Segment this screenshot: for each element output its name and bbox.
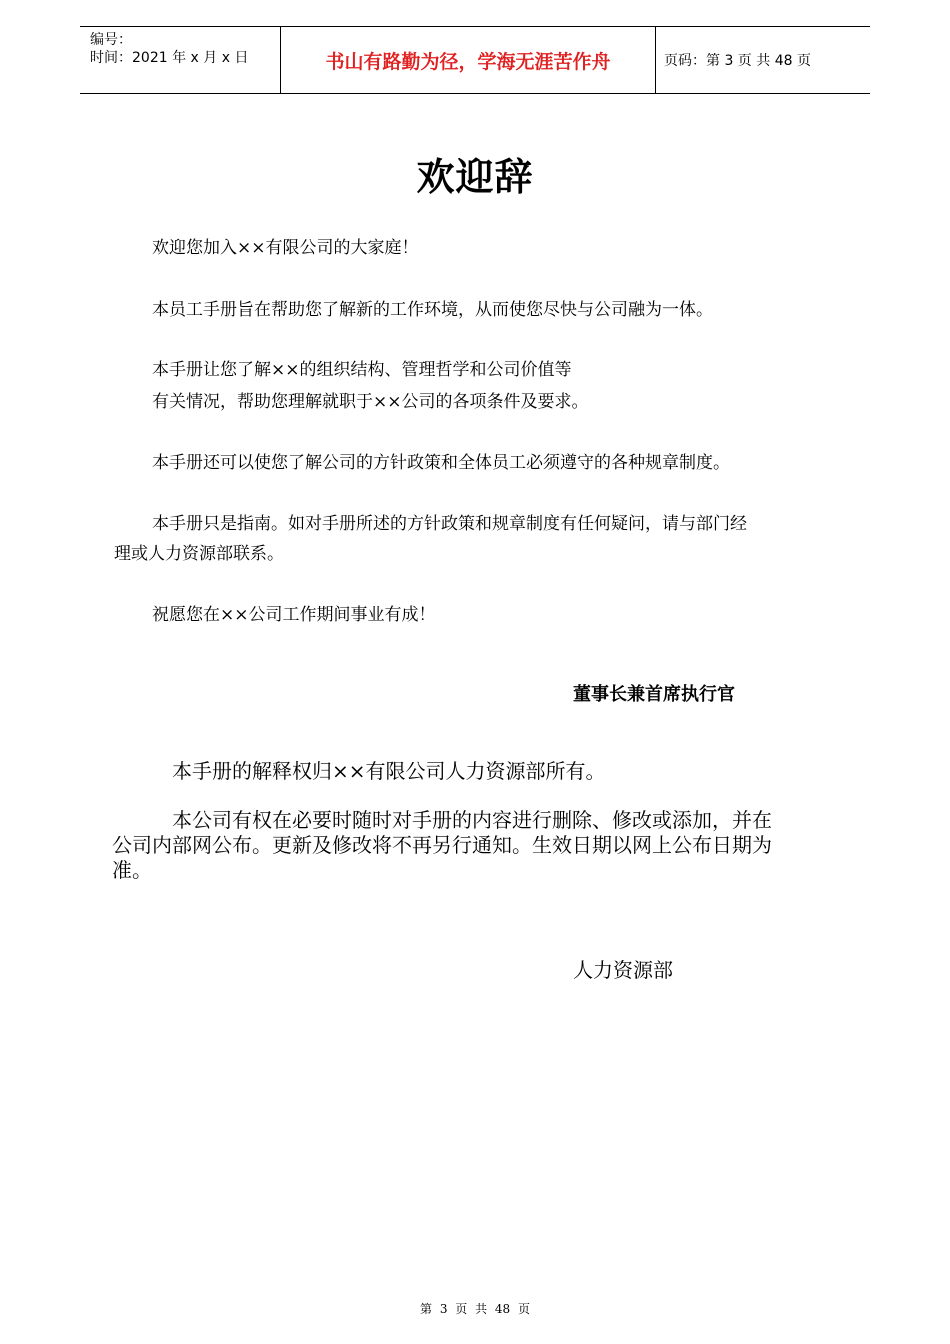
- amendment-notice-line-2: 公司内部网公布。更新及修改将不再另行通知。生效日期以网上公布日期为: [112, 833, 772, 857]
- page-title: 欢迎辞: [416, 155, 534, 199]
- number-label: 编号：: [90, 32, 132, 48]
- page-footer: 第 3 页 共 48 页: [420, 1302, 530, 1316]
- structure-paragraph-line-1: 本手册让您了解××的组织结构、管理哲学和公司价值等: [152, 360, 572, 380]
- policy-paragraph: 本手册还可以使您了解公司的方针政策和全体员工必须遵守的各种规章制度。: [152, 453, 730, 473]
- guide-paragraph-line-2: 理或人力资源部联系。: [114, 544, 284, 564]
- wish-paragraph: 祝愿您在××公司工作期间事业有成！: [152, 605, 436, 625]
- interpretation-notice: 本手册的解释权归××有限公司人力资源部所有。: [172, 759, 606, 783]
- signer-title: 董事长兼首席执行官: [573, 684, 735, 705]
- header-motto: 书山有路勤为径，学海无涯苦作舟: [281, 27, 656, 93]
- amendment-notice-line-1: 本公司有权在必要时随时对手册的内容进行删除、修改或添加，并在: [172, 808, 772, 832]
- time-label: 时间：2021 年 x 月 x 日: [90, 50, 249, 66]
- structure-paragraph-line-2: 有关情况，帮助您理解就职于××公司的各项条件及要求。: [152, 392, 589, 412]
- amendment-notice-line-3: 准。: [112, 858, 152, 882]
- header-page-info: 页码：第 3 页 共 48 页: [664, 53, 811, 69]
- header-meta: [80, 27, 281, 93]
- welcome-paragraph: 欢迎您加入××有限公司的大家庭！: [152, 238, 419, 258]
- department-signature: 人力资源部: [573, 958, 673, 982]
- purpose-paragraph: 本员工手册旨在帮助您了解新的工作环境，从而使您尽快与公司融为一体。: [152, 300, 713, 320]
- page-header: [80, 26, 870, 94]
- guide-paragraph-line-1: 本手册只是指南。如对手册所述的方针政策和规章制度有任何疑问，请与部门经: [152, 514, 747, 534]
